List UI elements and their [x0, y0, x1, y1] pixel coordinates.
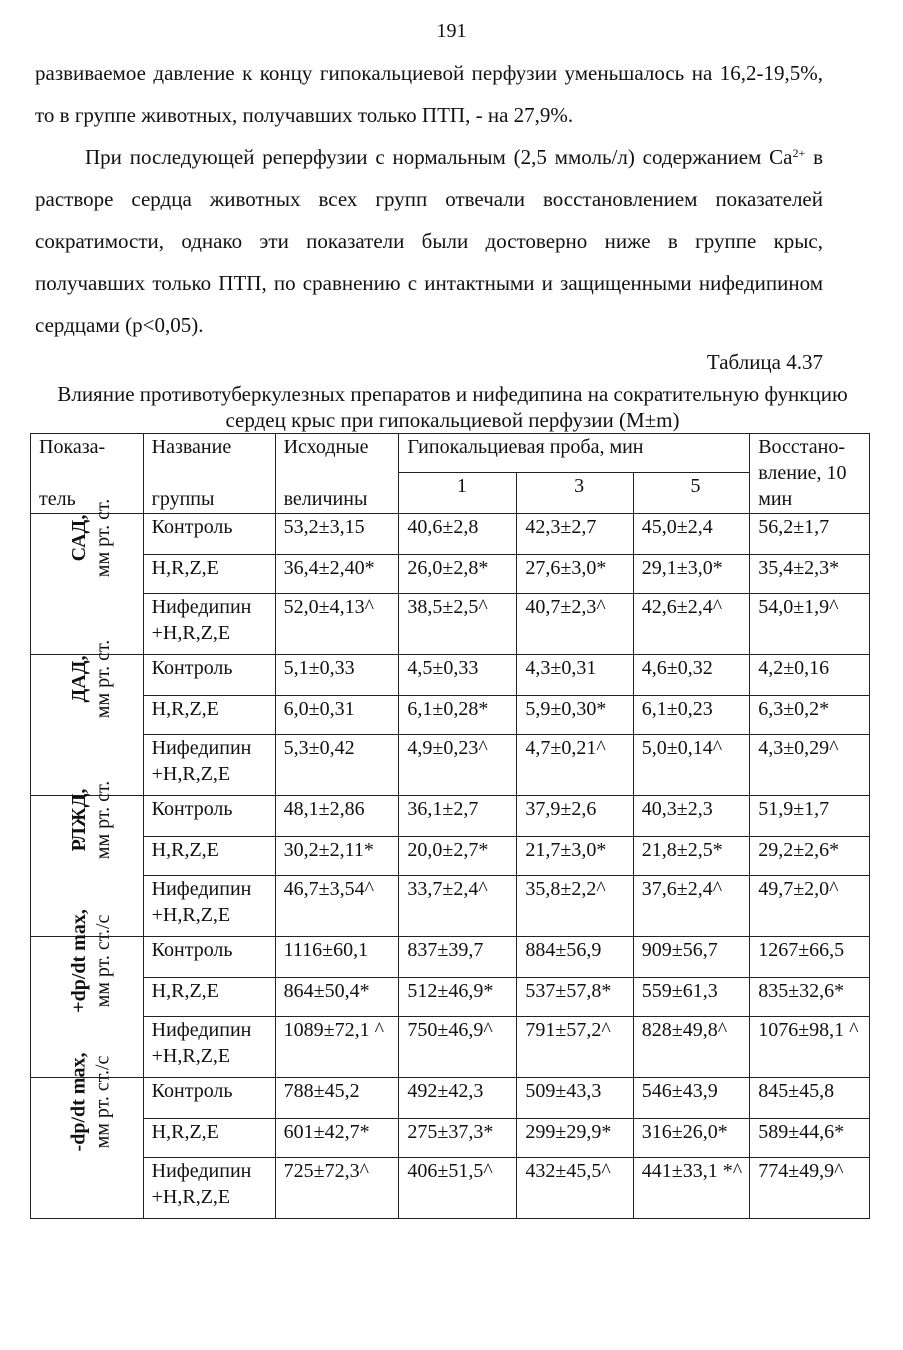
value-cell-t5: 559±61,3: [633, 978, 749, 1017]
value-cell-baseline: 5,1±0,33: [275, 655, 399, 696]
value-cell-recovery: 1267±66,5: [750, 937, 870, 978]
indicator-name: САД,: [67, 514, 90, 562]
group-name-cell: H,R,Z,E: [143, 555, 275, 594]
value-cell-t5: 6,1±0,23: [633, 696, 749, 735]
value-cell-t1: 4,9±0,23^: [399, 735, 517, 796]
header-minute-5: 5: [633, 473, 749, 514]
value-cell-t5: 4,6±0,32: [633, 655, 749, 696]
header-recovery: Восстано-вление, 10 мин: [750, 434, 870, 514]
value-cell-recovery: 54,0±1,9^: [750, 594, 870, 655]
indicator-unit: мм рт. ст.: [91, 498, 114, 578]
group-name-cell: Контроль: [143, 655, 275, 696]
value-cell-t1: 275±37,3*: [399, 1119, 517, 1158]
group-name-cell: Нифедипин +H,R,Z,E: [143, 1017, 275, 1078]
value-cell-t1: 20,0±2,7*: [399, 837, 517, 876]
value-cell-recovery: 835±32,6*: [750, 978, 870, 1017]
value-cell-baseline: 46,7±3,54^: [275, 876, 399, 937]
value-cell-recovery: 51,9±1,7: [750, 796, 870, 837]
value-cell-baseline: 725±72,3^: [275, 1158, 399, 1219]
value-cell-t5: 441±33,1 *^: [633, 1158, 749, 1219]
value-cell-t5: 21,8±2,5*: [633, 837, 749, 876]
indicator-cell: [31, 639, 144, 796]
header-hypocalcemic-test: Гипокальциевая проба, мин: [399, 434, 750, 473]
indicator-name: РЛЖД,: [67, 788, 90, 852]
table-row: [31, 796, 870, 837]
value-cell-t3: 4,3±0,31: [517, 655, 633, 696]
paragraph-2-end: в растворе сердца животных всех групп отвечали восстановлением показателей сократимости, однако эти показатели были достоверно ниже в группе крыс, получавших только ПТП, по сравнению с интактными и защищенными нифедипином сердцами (p<0,05).: [35, 145, 823, 337]
table-row: [31, 876, 870, 937]
value-cell-recovery: 589±44,6*: [750, 1119, 870, 1158]
group-name-cell: Нифедипин +H,R,Z,E: [143, 876, 275, 937]
value-cell-t3: 299±29,9*: [517, 1119, 633, 1158]
value-cell-t3: 27,6±3,0*: [517, 555, 633, 594]
indicator-name: ДАД,: [67, 655, 90, 703]
value-cell-t5: 45,0±2,4: [633, 514, 749, 555]
value-cell-recovery: 845±45,8: [750, 1078, 870, 1119]
paragraph-2: [35, 136, 823, 346]
value-cell-baseline: 6,0±0,31: [275, 696, 399, 735]
value-cell-t3: 21,7±3,0*: [517, 837, 633, 876]
group-name-cell: Нифедипин +H,R,Z,E: [143, 594, 275, 655]
value-cell-t3: 40,7±2,3^: [517, 594, 633, 655]
value-cell-recovery: 4,2±0,16: [750, 655, 870, 696]
value-cell-t5: 546±43,9: [633, 1078, 749, 1119]
value-cell-t1: 36,1±2,7: [399, 796, 517, 837]
indicator-unit: мм рт. ст.: [91, 780, 114, 860]
paragraph-1: развиваемое давление к концу гипокальциевой перфузии уменьшалось на 16,2-19,5%, то в группе животных, получавших только ПТП, - на 27,9%.: [35, 61, 823, 127]
value-cell-t1: 492±42,3: [399, 1078, 517, 1119]
value-cell-t1: 33,7±2,4^: [399, 876, 517, 937]
value-cell-t1: 40,6±2,8: [399, 514, 517, 555]
header-indicator: Показа- тель: [31, 434, 144, 514]
value-cell-baseline: 36,4±2,40*: [275, 555, 399, 594]
value-cell-baseline: 48,1±2,86: [275, 796, 399, 837]
header-row-1: [31, 434, 870, 473]
indicator-cell: [31, 1052, 144, 1219]
indicator-name: -dp/dt max,: [67, 1052, 90, 1152]
header-minute-1: 1: [399, 473, 517, 514]
value-cell-t5: 29,1±3,0*: [633, 555, 749, 594]
value-cell-baseline: 30,2±2,11*: [275, 837, 399, 876]
table-caption: Влияние противотуберкулезных препаратов и нифедипина на сократительную функцию сердец крыс при гипокальциевой перфузии (M±m): [57, 382, 848, 432]
table-row: [31, 1017, 870, 1078]
value-cell-t3: 35,8±2,2^: [517, 876, 633, 937]
table-row: [31, 555, 870, 594]
value-cell-t3: 5,9±0,30*: [517, 696, 633, 735]
value-cell-baseline: 788±45,2: [275, 1078, 399, 1119]
value-cell-recovery: 49,7±2,0^: [750, 876, 870, 937]
value-cell-t3: 537±57,8*: [517, 978, 633, 1017]
value-cell-baseline: 1089±72,1 ^: [275, 1017, 399, 1078]
value-cell-t5: 828±49,8^: [633, 1017, 749, 1078]
table-row: [31, 937, 870, 978]
header-baseline: Исходные величины: [275, 434, 399, 514]
value-cell-t1: 837±39,7: [399, 937, 517, 978]
value-cell-baseline: 601±42,7*: [275, 1119, 399, 1158]
value-cell-baseline: 52,0±4,13^: [275, 594, 399, 655]
value-cell-t3: 432±45,5^: [517, 1158, 633, 1219]
table-label: Таблица 4.37: [706, 350, 823, 374]
table-row: [31, 1119, 870, 1158]
group-name-cell: Нифедипин +H,R,Z,E: [143, 735, 275, 796]
value-cell-t1: 6,1±0,28*: [399, 696, 517, 735]
group-name-cell: Контроль: [143, 937, 275, 978]
value-cell-t3: 791±57,2^: [517, 1017, 633, 1078]
calcium-charge-superscript: 2+: [792, 146, 806, 160]
table-row: [31, 655, 870, 696]
indicator-unit: мм рт. ст./с: [91, 914, 114, 1008]
value-cell-t1: 406±51,5^: [399, 1158, 517, 1219]
group-name-cell: Контроль: [143, 796, 275, 837]
value-cell-t3: 42,3±2,7: [517, 514, 633, 555]
value-cell-t1: 26,0±2,8*: [399, 555, 517, 594]
value-cell-t5: 316±26,0*: [633, 1119, 749, 1158]
header-group: Название группы: [143, 434, 275, 514]
indicator-unit: мм рт. ст.: [91, 639, 114, 719]
indicator-name: +dp/dt max,: [67, 909, 90, 1013]
value-cell-recovery: 29,2±2,6*: [750, 837, 870, 876]
table-row: [31, 837, 870, 876]
group-name-cell: H,R,Z,E: [143, 696, 275, 735]
value-cell-t3: 509±43,3: [517, 1078, 633, 1119]
value-cell-t5: 5,0±0,14^: [633, 735, 749, 796]
value-cell-t1: 38,5±2,5^: [399, 594, 517, 655]
group-name-cell: Нифедипин +H,R,Z,E: [143, 1158, 275, 1219]
group-name-cell: H,R,Z,E: [143, 978, 275, 1017]
group-name-cell: H,R,Z,E: [143, 1119, 275, 1158]
value-cell-recovery: 774±49,9^: [750, 1158, 870, 1219]
table-row: [31, 696, 870, 735]
value-cell-baseline: 864±50,4*: [275, 978, 399, 1017]
table-row: [31, 594, 870, 655]
paragraph-2-start: При последующей реперфузии с нормальным (2,5 ммоль/л) содержанием Ca: [85, 145, 793, 169]
value-cell-t3: 37,9±2,6: [517, 796, 633, 837]
table-row: [31, 1158, 870, 1219]
value-cell-t1: 512±46,9*: [399, 978, 517, 1017]
table-row: [31, 978, 870, 1017]
group-name-cell: Контроль: [143, 514, 275, 555]
value-cell-t1: 750±46,9^: [399, 1017, 517, 1078]
value-cell-t5: 909±56,7: [633, 937, 749, 978]
value-cell-t5: 40,3±2,3: [633, 796, 749, 837]
value-cell-baseline: 1116±60,1: [275, 937, 399, 978]
indicator-unit: мм рт. ст./с: [91, 1055, 114, 1149]
header-minute-3: 3: [517, 473, 633, 514]
value-cell-t3: 884±56,9: [517, 937, 633, 978]
value-cell-t1: 4,5±0,33: [399, 655, 517, 696]
value-cell-t5: 42,6±2,4^: [633, 594, 749, 655]
value-cell-baseline: 53,2±3,15: [275, 514, 399, 555]
indicator-cell: [31, 498, 144, 655]
value-cell-recovery: 35,4±2,3*: [750, 555, 870, 594]
group-name-cell: H,R,Z,E: [143, 837, 275, 876]
table-row: [31, 735, 870, 796]
value-cell-recovery: 1076±98,1 ^: [750, 1017, 870, 1078]
value-cell-t5: 37,6±2,4^: [633, 876, 749, 937]
table-row: [31, 1078, 870, 1119]
value-cell-recovery: 6,3±0,2*: [750, 696, 870, 735]
page-number: 191: [436, 20, 467, 42]
value-cell-baseline: 5,3±0,42: [275, 735, 399, 796]
value-cell-t3: 4,7±0,21^: [517, 735, 633, 796]
table-row: [31, 514, 870, 555]
group-name-cell: Контроль: [143, 1078, 275, 1119]
value-cell-recovery: 4,3±0,29^: [750, 735, 870, 796]
data-table: [30, 433, 870, 1219]
value-cell-recovery: 56,2±1,7: [750, 514, 870, 555]
